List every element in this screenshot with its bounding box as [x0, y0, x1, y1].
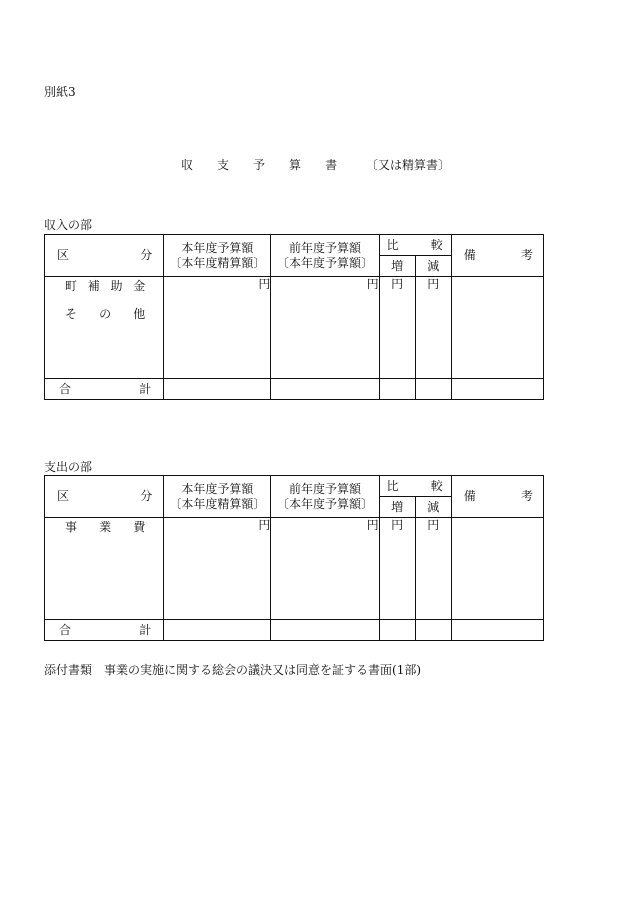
- income-table: [44, 234, 544, 400]
- title-char: 収: [181, 158, 194, 172]
- header-decrease: 減: [415, 497, 451, 518]
- attachments-label: 添付書類: [44, 663, 93, 677]
- previous-amount-cell: 円: [271, 518, 379, 620]
- title-char: 算: [289, 158, 302, 172]
- total-previous-cell: [271, 379, 379, 400]
- current-amount-cell: 円: [164, 277, 271, 379]
- total-current-cell: [164, 620, 271, 641]
- income-item: 町 補 助 金: [65, 279, 146, 293]
- income-item: そ の 他: [65, 307, 146, 321]
- current-amount-cell: 円: [164, 518, 271, 620]
- header-increase: 増: [379, 256, 415, 277]
- total-decrease-cell: [415, 620, 451, 641]
- document-id: 別紙3: [44, 85, 76, 99]
- remarks-cell: [451, 518, 543, 620]
- header-category: 区 分: [45, 476, 164, 518]
- header-remarks: 備 考: [451, 476, 543, 518]
- increase-cell: 円: [379, 518, 415, 620]
- title-words: [181, 159, 361, 171]
- total-remarks-cell: [451, 620, 543, 641]
- expense-section-label: 支出の部: [44, 460, 93, 474]
- title-alternative: 〔又は精算書〕: [366, 158, 451, 172]
- header-compare: 比 較: [379, 476, 451, 497]
- header-category: 区 分: [45, 235, 164, 277]
- expense-items-cell: [45, 518, 164, 620]
- header-previous-budget: 前年度予算額 〔本年度予算額〕: [271, 235, 379, 277]
- total-remarks-cell: [451, 379, 543, 400]
- remarks-cell: [451, 277, 543, 379]
- header-current-budget: 本年度予算額 〔本年度精算額〕: [164, 476, 271, 518]
- header-compare: 比 較: [379, 235, 451, 256]
- title-char: 支: [217, 158, 230, 172]
- header-current-budget: 本年度予算額 〔本年度精算額〕: [164, 235, 271, 277]
- decrease-cell: 円: [415, 277, 451, 379]
- header-remarks: 備 考: [451, 235, 543, 277]
- title-char: 書: [325, 158, 338, 172]
- income-total-label: 合 計: [45, 379, 164, 400]
- total-decrease-cell: [415, 379, 451, 400]
- expense-total-label: 合 計: [45, 620, 164, 641]
- header-increase: 増: [379, 497, 415, 518]
- increase-cell: 円: [379, 277, 415, 379]
- expense-table: [44, 475, 544, 641]
- header-decrease: 減: [415, 256, 451, 277]
- decrease-cell: 円: [415, 518, 451, 620]
- previous-amount-cell: 円: [271, 277, 379, 379]
- header-previous-budget: 前年度予算額 〔本年度予算額〕: [271, 476, 379, 518]
- title-char: 予: [253, 158, 266, 172]
- expense-item: 事 業 費: [65, 520, 146, 534]
- total-current-cell: [164, 379, 271, 400]
- attachments-note: [44, 664, 421, 676]
- income-section-label: 収入の部: [44, 218, 93, 232]
- income-items-cell: [45, 277, 164, 379]
- total-increase-cell: [379, 379, 415, 400]
- total-increase-cell: [379, 620, 415, 641]
- total-previous-cell: [271, 620, 379, 641]
- attachments-text: 事業の実施に関する総会の議決又は同意を証する書面(1部): [104, 663, 422, 677]
